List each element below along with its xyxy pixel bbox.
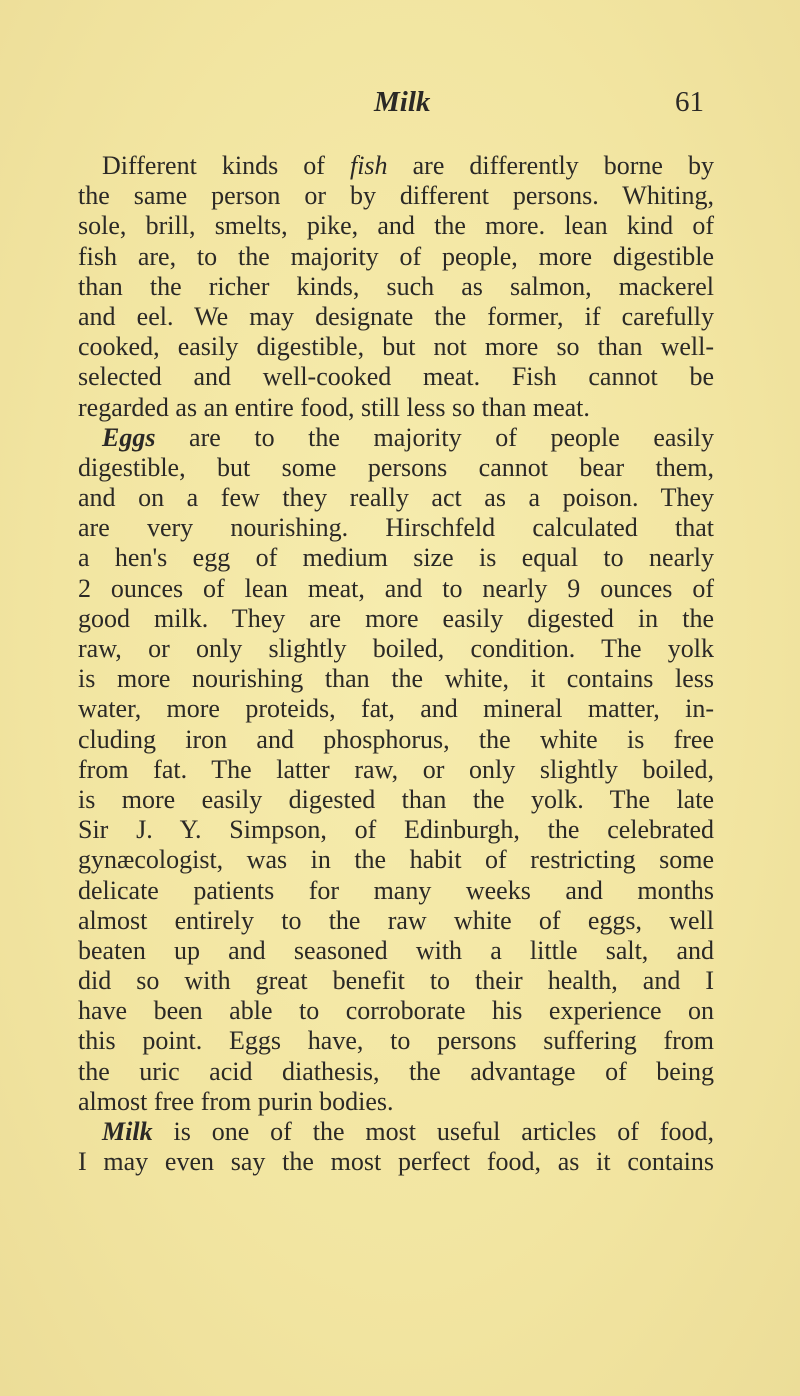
page-header: [0, 82, 800, 122]
page-number: 61: [675, 86, 704, 118]
text-line: is more nourishing than the white, it contains less: [78, 664, 714, 694]
text-line: this point. Eggs have, to persons suffering from: [78, 1026, 714, 1056]
text-line: the same person or by different persons. Whiting,: [78, 181, 714, 211]
text-line: almost entirely to the raw white of eggs, well: [78, 905, 714, 935]
text-line: cluding iron and phosphorus, the white is free: [78, 724, 714, 754]
text-line: good milk. They are more easily digested in the: [78, 603, 714, 633]
text-line: have been able to corroborate his experience on: [78, 996, 714, 1026]
text-line: digestible, but some persons cannot bear them,: [78, 452, 714, 482]
text-line: than the richer kinds, such as salmon, mackerel: [78, 271, 714, 301]
running-title: Milk: [374, 86, 431, 118]
text-line: are very nourishing. Hirschfeld calculated that: [78, 513, 714, 543]
text-line: Milk is one of the most useful articles of food,: [102, 1117, 714, 1146]
text-line: and on a few they really act as a poison. They: [78, 483, 714, 513]
text-line: selected and well-cooked meat. Fish cannot be: [78, 362, 714, 392]
text-line: did so with great benefit to their health, and I: [78, 966, 714, 996]
text-line: regarded as an entire food, still less so than meat.: [78, 392, 590, 422]
body-text: [78, 151, 714, 1177]
text-line: the uric acid diathesis, the advantage of being: [78, 1056, 714, 1086]
text-line: beaten up and seasoned with a little salt, and: [78, 935, 714, 965]
text-line: cooked, easily digestible, but not more so than well-: [78, 332, 714, 362]
text-line: Sir J. Y. Simpson, of Edinburgh, the celebrated: [78, 815, 714, 845]
text-line: I may even say the most perfect food, as it contains: [78, 1147, 714, 1177]
text-line: Different kinds of fish are differently borne by: [102, 151, 714, 180]
text-line: is more easily digested than the yolk. The late: [78, 784, 714, 814]
text-line: water, more proteids, fat, and mineral matter, in-: [78, 694, 714, 724]
text-line: from fat. The latter raw, or only slightly boiled,: [78, 754, 714, 784]
text-line: almost free from purin bodies.: [78, 1086, 394, 1116]
text-line: delicate patients for many weeks and months: [78, 875, 714, 905]
text-line: fish are, to the majority of people, more digestible: [78, 241, 714, 271]
text-line: a hen's egg of medium size is equal to nearly: [78, 543, 714, 573]
text-line: 2 ounces of lean meat, and to nearly 9 ounces of: [78, 573, 714, 603]
text-line: gynæcologist, was in the habit of restricting some: [78, 845, 714, 875]
text-line: Eggs are to the majority of people easily: [102, 422, 714, 452]
text-line: sole, brill, smelts, pike, and the more. lean kind of: [78, 211, 714, 241]
text-line: raw, or only slightly boiled, condition. The yolk: [78, 634, 714, 663]
text-line: and eel. We may designate the former, if carefully: [78, 301, 714, 331]
